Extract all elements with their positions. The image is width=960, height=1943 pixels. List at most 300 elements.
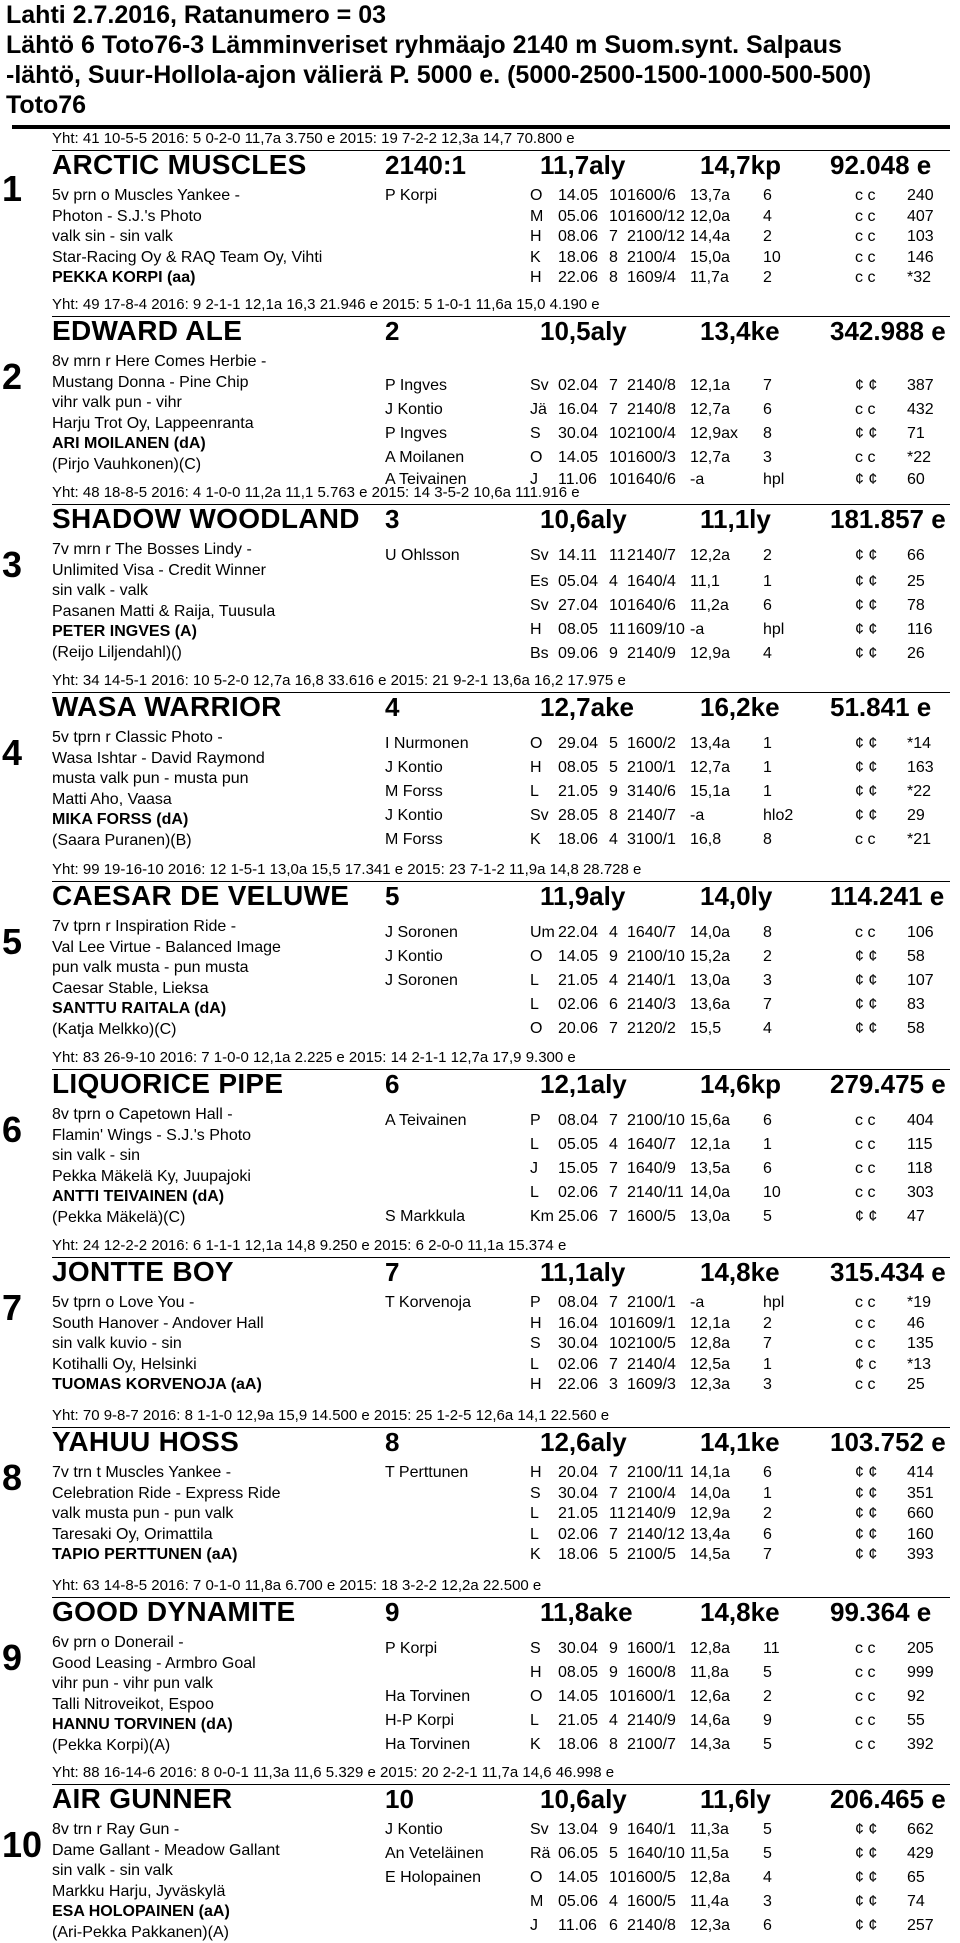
- start-time: 14,1a: [690, 1463, 730, 1484]
- start-date: 08.06: [558, 227, 598, 248]
- start-time: 14,6a: [690, 1711, 730, 1732]
- start-track-position: 2140:1: [385, 150, 466, 181]
- start-row: [385, 1868, 955, 1889]
- start-track: J: [530, 1916, 538, 1937]
- start-date: 14.05: [558, 448, 598, 469]
- start-odds: 55: [907, 1711, 925, 1732]
- start-number: 4: [2, 732, 22, 774]
- start-odds: 407: [907, 207, 934, 228]
- driver-name: PETER INGVES (A): [52, 622, 372, 643]
- start-date: 11.06: [558, 1916, 597, 1937]
- start-shoes: ¢ c: [855, 1355, 876, 1376]
- start-odds: 303: [907, 1183, 934, 1204]
- pedigree-line: 5v tprn o Love You -: [52, 1293, 372, 1314]
- start-odds: 65: [907, 1868, 925, 1889]
- horse-info: [52, 540, 372, 663]
- career-stats: Yht: 49 17-8-4 2016: 9 2-1-1 12,1a 16,3 21.946 e 2015: 5 1-0-1 11,6a 15,0 4.190 e: [52, 296, 600, 313]
- start-row: [385, 782, 955, 803]
- start-race-number: 6: [609, 1916, 618, 1937]
- start-time: 13,4a: [690, 1525, 730, 1546]
- start-race-number: 10: [609, 1314, 627, 1335]
- start-race-number: 5: [609, 734, 618, 755]
- start-distance: 1600/2: [627, 734, 676, 755]
- start-row: [385, 1892, 955, 1913]
- start-distance: 2100/12: [627, 227, 685, 248]
- driver-colors: valk sin - sin valk: [52, 227, 372, 248]
- start-row: [385, 1293, 955, 1314]
- start-race-number: 8: [609, 248, 618, 269]
- start-distance: 2120/2: [627, 1019, 676, 1040]
- start-track: S: [530, 1639, 541, 1660]
- start-track: O: [530, 448, 542, 469]
- start-distance: 1640/7: [627, 923, 676, 944]
- start-time: 12,8a: [690, 1639, 730, 1660]
- start-placing: 9: [763, 1711, 772, 1732]
- start-race-number: 10: [609, 1334, 627, 1355]
- start-date: 14.11: [558, 546, 597, 567]
- best-record: 12,1aly: [540, 1069, 627, 1100]
- start-row: [385, 448, 955, 469]
- start-time: -a: [690, 1293, 704, 1314]
- start-track-position: 9: [385, 1597, 399, 1628]
- start-odds: *13: [907, 1355, 931, 1376]
- start-date: 08.04: [558, 1111, 598, 1132]
- start-date: 18.06: [558, 248, 598, 269]
- start-placing: 3: [763, 448, 772, 469]
- owner: Star-Racing Oy & RAQ Team Oy, Vihti: [52, 248, 372, 269]
- start-shoes: ¢ ¢: [855, 1504, 877, 1525]
- start-track: Es: [530, 572, 549, 593]
- driver-colors: vihr valk pun - vihr: [52, 393, 372, 414]
- start-placing: 1: [763, 1484, 772, 1505]
- start-time: 11,7a: [690, 268, 729, 289]
- career-stats: Yht: 24 12-2-2 2016: 6 1-1-1 12,1a 14,8 9.250 e 2015: 6 2-0-0 11,1a 15.374 e: [52, 1237, 566, 1254]
- start-date: 27.04: [558, 596, 598, 617]
- start-shoes: ¢ ¢: [855, 734, 877, 755]
- start-distance: 1600/5: [627, 1868, 676, 1889]
- start-odds: 146: [907, 248, 934, 269]
- start-row: [385, 1687, 955, 1708]
- start-placing: 2: [763, 947, 772, 968]
- start-date: 28.05: [558, 806, 598, 827]
- career-stats: Yht: 48 18-8-5 2016: 4 1-0-0 11,2a 11,1 5.763 e 2015: 14 3-5-2 10,6a 111.916 e: [52, 484, 580, 501]
- start-track: L: [530, 971, 539, 992]
- start-placing: 5: [763, 1663, 772, 1684]
- start-distance: 2140/8: [627, 1916, 676, 1937]
- start-row: [385, 1334, 955, 1355]
- owner: Pekka Mäkelä Ky, Juupajoki: [52, 1167, 372, 1188]
- start-time: 12,1a: [690, 1135, 730, 1156]
- start-placing: 4: [763, 644, 772, 665]
- start-time: 15,1a: [690, 782, 730, 803]
- header-divider: [12, 125, 950, 129]
- start-shoes: ¢ ¢: [855, 1525, 877, 1546]
- start-date: 29.04: [558, 734, 598, 755]
- start-shoes: c c: [855, 186, 875, 207]
- start-race-number: 4: [609, 1892, 618, 1913]
- start-shoes: ¢ ¢: [855, 947, 877, 968]
- start-race-number: 8: [609, 806, 618, 827]
- start-placing: 3: [763, 971, 772, 992]
- start-row: [385, 1639, 955, 1660]
- start-placing: 6: [763, 1916, 772, 1937]
- start-race-number: 7: [609, 1159, 618, 1180]
- start-placing: hlo2: [763, 806, 793, 827]
- start-date: 30.04: [558, 1334, 598, 1355]
- start-driver: J Soronen: [385, 971, 458, 992]
- start-distance: 1609/1: [627, 1314, 676, 1335]
- owner: Caesar Stable, Lieksa: [52, 979, 372, 1000]
- start-distance: 1640/6: [627, 470, 676, 491]
- start-race-number: 7: [609, 1463, 618, 1484]
- trainer: (Ari-Pekka Pakkanen)(A): [52, 1923, 372, 1943]
- start-row: [385, 1159, 955, 1180]
- start-race-number: 10: [609, 424, 627, 445]
- start-track: H: [530, 268, 542, 289]
- start-shoes: c c: [855, 1111, 875, 1132]
- start-row: [385, 1504, 955, 1525]
- second-record: 14,7kp: [700, 150, 781, 181]
- horse-name: YAHUU HOSS: [52, 1426, 239, 1458]
- start-shoes: ¢ ¢: [855, 1463, 877, 1484]
- start-track: M: [530, 207, 543, 228]
- start-row: [385, 424, 955, 445]
- total-earnings: 206.465 e: [830, 1784, 946, 1815]
- start-placing: 6: [763, 596, 772, 617]
- start-shoes: ¢ ¢: [855, 1820, 877, 1841]
- start-placing: 5: [763, 1207, 772, 1228]
- start-placing: 1: [763, 1135, 772, 1156]
- best-record: 10,6aly: [540, 504, 627, 535]
- start-race-number: 4: [609, 923, 618, 944]
- start-distance: 2100/7: [627, 1735, 676, 1756]
- start-odds: 414: [907, 1463, 934, 1484]
- start-track: L: [530, 1504, 539, 1525]
- start-placing: 6: [763, 1111, 772, 1132]
- start-date: 30.04: [558, 1639, 598, 1660]
- start-distance: 2100/1: [627, 758, 676, 779]
- start-distance: 1600/8: [627, 1663, 676, 1684]
- second-record: 11,6ly: [700, 1784, 771, 1815]
- start-race-number: 8: [609, 1735, 618, 1756]
- pedigree-line: 8v mrn r Here Comes Herbie -: [52, 352, 372, 373]
- start-number: 6: [2, 1109, 22, 1151]
- start-time: 12,8a: [690, 1334, 730, 1355]
- start-driver: A Teivainen: [385, 470, 467, 491]
- start-track: O: [530, 1019, 542, 1040]
- start-date: 08.04: [558, 1293, 598, 1314]
- start-race-number: 7: [609, 1355, 618, 1376]
- start-track: Um: [530, 923, 555, 944]
- start-race-number: 7: [609, 400, 618, 421]
- driver-colors: sin valk kuvio - sin: [52, 1334, 372, 1355]
- start-distance: 1600/5: [627, 1207, 676, 1228]
- start-shoes: c c: [855, 1334, 875, 1355]
- start-race-number: 10: [609, 448, 627, 469]
- start-placing: 4: [763, 207, 772, 228]
- start-distance: 1640/1: [627, 1820, 676, 1841]
- start-shoes: c c: [855, 227, 875, 248]
- horse-info: [52, 186, 372, 289]
- start-row: [385, 1355, 955, 1376]
- start-track: O: [530, 1687, 542, 1708]
- start-shoes: c c: [855, 400, 875, 421]
- start-placing: 5: [763, 1735, 772, 1756]
- start-time: 15,6a: [690, 1111, 730, 1132]
- start-row: [385, 1019, 955, 1040]
- best-record: 10,5aly: [540, 316, 627, 347]
- start-row: [385, 734, 955, 755]
- start-time: 11,3a: [690, 1820, 729, 1841]
- start-distance: 1600/12: [627, 207, 685, 228]
- start-race-number: 4: [609, 1711, 618, 1732]
- start-row: [385, 1375, 955, 1396]
- start-odds: 135: [907, 1334, 934, 1355]
- start-date: 02.06: [558, 995, 598, 1016]
- start-date: 22.04: [558, 923, 598, 944]
- start-distance: 2100/10: [627, 947, 685, 968]
- start-track-position: 6: [385, 1069, 399, 1100]
- driver-name: PEKKA KORPI (aa): [52, 268, 372, 289]
- start-time: 14,0a: [690, 1183, 730, 1204]
- start-row: [385, 572, 955, 593]
- start-date: 05.04: [558, 572, 598, 593]
- start-distance: 2140/3: [627, 995, 676, 1016]
- start-date: 18.06: [558, 830, 598, 851]
- start-placing: 4: [763, 1019, 772, 1040]
- start-shoes: ¢ ¢: [855, 782, 877, 803]
- start-odds: 387: [907, 376, 934, 397]
- start-placing: 10: [763, 248, 781, 269]
- start-track: H: [530, 1663, 542, 1684]
- pedigree-line: 8v trn r Ray Gun -: [52, 1820, 372, 1841]
- start-placing: 1: [763, 782, 772, 803]
- start-track: P: [530, 1111, 541, 1132]
- start-date: 08.05: [558, 1663, 598, 1684]
- owner: Pasanen Matti & Raija, Tuusula: [52, 602, 372, 623]
- start-track: S: [530, 1484, 541, 1505]
- start-date: 11.06: [558, 470, 597, 491]
- start-date: 30.04: [558, 1484, 598, 1505]
- second-record: 14,0ly: [700, 881, 772, 912]
- start-distance: 1640/4: [627, 572, 676, 593]
- start-time: 12,1a: [690, 1314, 730, 1335]
- start-track: L: [530, 1525, 539, 1546]
- start-shoes: ¢ ¢: [855, 572, 877, 593]
- start-date: 02.06: [558, 1525, 598, 1546]
- start-row: [385, 620, 955, 641]
- start-track: P: [530, 1293, 541, 1314]
- start-track-position: 5: [385, 881, 399, 912]
- pedigree-line: South Hanover - Andover Hall: [52, 1314, 372, 1335]
- start-shoes: ¢ ¢: [855, 758, 877, 779]
- start-odds: 26: [907, 644, 925, 665]
- start-driver: I Nurmonen: [385, 734, 469, 755]
- trainer: (Reijo Liljendahl)(): [52, 643, 372, 664]
- start-shoes: c c: [855, 1293, 875, 1314]
- start-shoes: ¢ ¢: [855, 995, 877, 1016]
- start-placing: 3: [763, 1375, 772, 1396]
- start-placing: 8: [763, 830, 772, 851]
- start-odds: 163: [907, 758, 934, 779]
- start-number: 10: [2, 1824, 42, 1866]
- start-race-number: 7: [609, 1484, 618, 1505]
- start-track: L: [530, 782, 539, 803]
- trainer: (Pekka Mäkelä)(C): [52, 1208, 372, 1229]
- driver-name: ARI MOILANEN (dA): [52, 434, 372, 455]
- start-time: 15,2a: [690, 947, 730, 968]
- start-time: 12,3a: [690, 1375, 730, 1396]
- start-time: 12,5a: [690, 1355, 730, 1376]
- start-odds: 25: [907, 1375, 925, 1396]
- start-shoes: ¢ ¢: [855, 1868, 877, 1889]
- start-track-position: 8: [385, 1427, 399, 1458]
- start-time: 14,0a: [690, 1484, 730, 1505]
- start-track: S: [530, 424, 541, 445]
- start-race-number: 9: [609, 1663, 618, 1684]
- start-number: 1: [2, 168, 22, 210]
- start-driver: T Perttunen: [385, 1463, 468, 1484]
- start-race-number: 4: [609, 1135, 618, 1156]
- start-race-number: 5: [609, 1545, 618, 1566]
- start-track-position: 10: [385, 1784, 414, 1815]
- total-earnings: 315.434 e: [830, 1257, 946, 1288]
- start-track: K: [530, 830, 541, 851]
- start-placing: 8: [763, 424, 772, 445]
- start-shoes: c c: [855, 1711, 875, 1732]
- start-time: 13,5a: [690, 1159, 730, 1180]
- start-driver: P Ingves: [385, 424, 447, 445]
- start-placing: 11: [763, 1639, 780, 1660]
- start-distance: 1600/5: [627, 1892, 676, 1913]
- start-race-number: 9: [609, 1639, 618, 1660]
- start-row: [385, 806, 955, 827]
- start-odds: *14: [907, 734, 931, 755]
- start-odds: 118: [907, 1159, 933, 1180]
- start-race-number: 7: [609, 1111, 618, 1132]
- horse-info: [52, 1105, 372, 1228]
- start-race-number: 11: [609, 1504, 626, 1525]
- start-track: J: [530, 470, 538, 491]
- start-race-number: 7: [609, 1183, 618, 1204]
- start-track: O: [530, 734, 542, 755]
- start-shoes: ¢ ¢: [855, 424, 877, 445]
- best-record: 11,1aly: [540, 1257, 625, 1288]
- second-record: 16,2ke: [700, 692, 780, 723]
- start-date: 21.05: [558, 782, 598, 803]
- start-track: H: [530, 1375, 542, 1396]
- start-odds: 432: [907, 400, 934, 421]
- horse-name: JONTTE BOY: [52, 1256, 234, 1288]
- pedigree-line: Good Leasing - Armbro Goal: [52, 1654, 372, 1675]
- start-number: 8: [2, 1457, 22, 1499]
- owner: Markku Harju, Jyväskylä: [52, 1882, 372, 1903]
- driver-name: ESA HOLOPAINEN (aA): [52, 1902, 372, 1923]
- start-odds: 205: [907, 1639, 934, 1660]
- pedigree-line: Flamin' Wings - S.J.'s Photo: [52, 1126, 372, 1147]
- start-shoes: ¢ ¢: [855, 1892, 877, 1913]
- start-track: M: [530, 1892, 543, 1913]
- start-date: 22.06: [558, 1375, 598, 1396]
- start-shoes: c c: [855, 1639, 875, 1660]
- start-shoes: c c: [855, 1375, 875, 1396]
- start-distance: 1609/4: [627, 268, 676, 289]
- start-time: 16,8: [690, 830, 721, 851]
- start-odds: 92: [907, 1687, 925, 1708]
- start-placing: 6: [763, 1463, 772, 1484]
- owner: Harju Trot Oy, Lappeenranta: [52, 414, 372, 435]
- race-header-line4: Toto76: [6, 90, 951, 120]
- start-row: [385, 1916, 955, 1937]
- start-date: 22.06: [558, 268, 598, 289]
- start-track: J: [530, 1159, 538, 1180]
- start-shoes: ¢ ¢: [855, 1484, 877, 1505]
- trainer: (Pekka Korpi)(A): [52, 1736, 372, 1757]
- start-track: K: [530, 248, 541, 269]
- start-shoes: c c: [855, 268, 875, 289]
- start-race-number: 4: [609, 572, 618, 593]
- pedigree-line: Dame Gallant - Meadow Gallant: [52, 1841, 372, 1862]
- start-time: 12,9a: [690, 644, 730, 665]
- start-track: Rä: [530, 1844, 550, 1865]
- start-track: Bs: [530, 644, 549, 665]
- start-race-number: 6: [609, 995, 618, 1016]
- start-track: H: [530, 758, 542, 779]
- start-shoes: ¢ ¢: [855, 596, 877, 617]
- start-date: 21.05: [558, 1711, 598, 1732]
- horse-name: LIQUORICE PIPE: [52, 1068, 283, 1100]
- start-time: 12,7a: [690, 400, 730, 421]
- start-row: [385, 227, 955, 248]
- start-race-number: 10: [609, 207, 627, 228]
- start-placing: 5: [763, 1820, 772, 1841]
- start-driver: P Ingves: [385, 376, 447, 397]
- horse-info: [52, 1463, 372, 1566]
- total-earnings: 181.857 e: [830, 504, 946, 535]
- start-race-number: 7: [609, 1525, 618, 1546]
- pedigree-line: Wasa Ishtar - David Raymond: [52, 749, 372, 770]
- owner: Taresaki Oy, Orimattila: [52, 1525, 372, 1546]
- start-row: [385, 947, 955, 968]
- start-placing: 7: [763, 995, 772, 1016]
- start-race-number: 7: [609, 1293, 618, 1314]
- pedigree-line: 5v prn o Muscles Yankee -: [52, 186, 372, 207]
- start-time: 12,8a: [690, 1868, 730, 1889]
- start-time: 12,7a: [690, 448, 730, 469]
- total-earnings: 99.364 e: [830, 1597, 931, 1628]
- horse-info: [52, 917, 372, 1040]
- start-driver: J Kontio: [385, 758, 443, 779]
- start-date: 18.06: [558, 1545, 598, 1566]
- race-header-line2: Lähtö 6 Toto76-3 Lämminveriset ryhmäajo 2140 m Suom.synt. Salpaus: [6, 30, 951, 60]
- start-date: 18.06: [558, 1735, 598, 1756]
- horse-name: ARCTIC MUSCLES: [52, 149, 307, 181]
- start-time: 12,2a: [690, 546, 730, 567]
- second-record: 11,1ly: [700, 504, 771, 535]
- start-track: O: [530, 186, 542, 207]
- start-row: [385, 1207, 955, 1228]
- start-placing: 1: [763, 734, 772, 755]
- start-driver: A Moilanen: [385, 448, 464, 469]
- total-earnings: 342.988 e: [830, 316, 946, 347]
- start-distance: 2140/11: [627, 1183, 684, 1204]
- start-driver: S Markkula: [385, 1207, 465, 1228]
- start-placing: hpl: [763, 1293, 784, 1314]
- start-distance: 1600/6: [627, 186, 676, 207]
- start-distance: 2140/1: [627, 971, 676, 992]
- start-placing: 1: [763, 1355, 772, 1376]
- start-placing: 4: [763, 1868, 772, 1889]
